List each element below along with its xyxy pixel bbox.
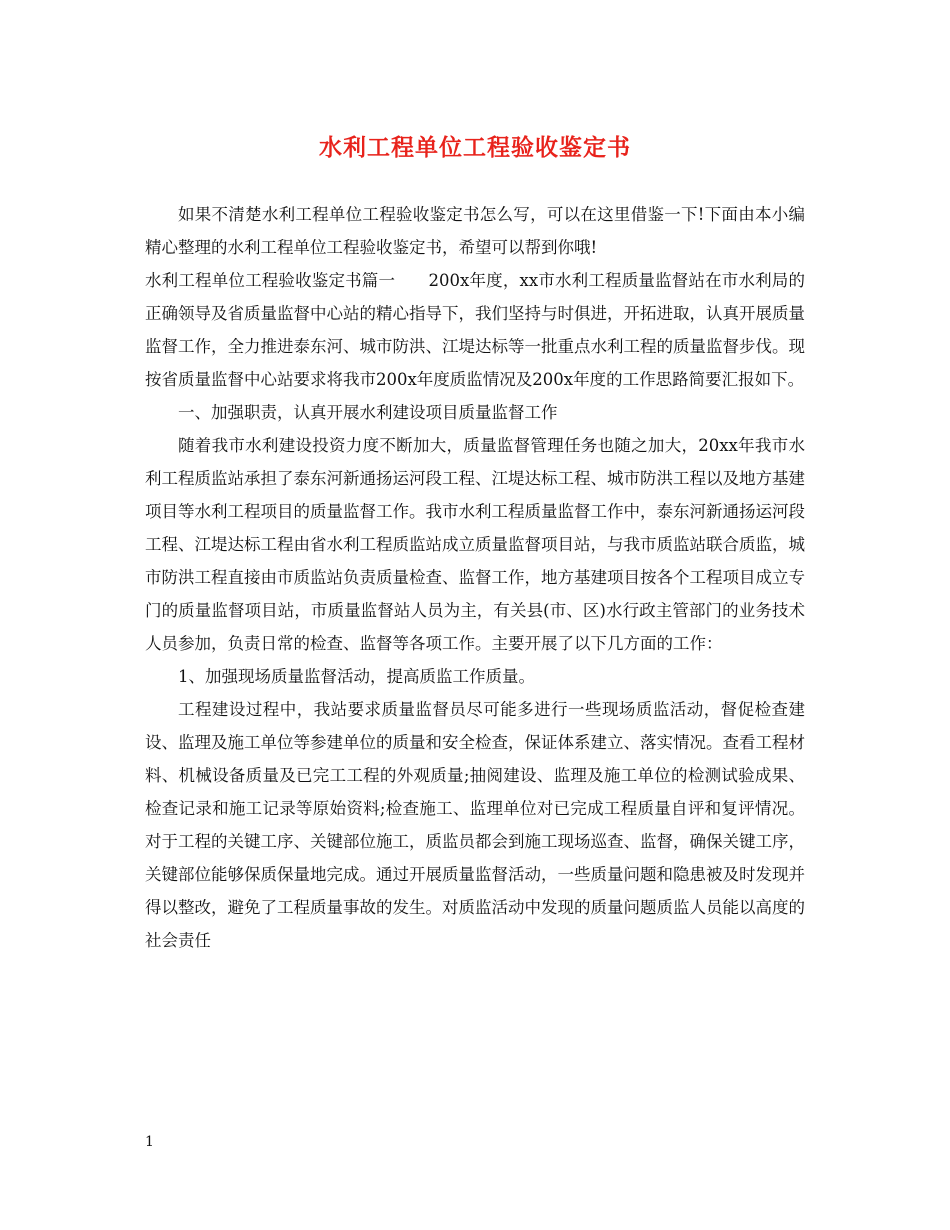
page-number: 1 (145, 1134, 154, 1150)
paragraph-heading-one: 一、加强职责，认真开展水利建设项目质量监督工作 (178, 403, 558, 422)
document-title: 水利工程单位工程验收鉴定书 (319, 134, 631, 161)
document-body (145, 198, 805, 957)
paragraph-subheading-one: 1、加强现场质量监督活动，提高质监工作质量。 (178, 667, 535, 686)
paragraph-supervision-work: 随着我市水利建设投资力度不断加大，质量监督管理任务也随之加大，20xx年我市水利工程质监站承担了泰东河新通扬运河段工程、江堤达标工程、城市防洪工程以及地方基建项目等水利工程项目的质量监督工作。我市水利工程质量监督工作中，泰东河新通扬运河段工程、江堤达标工程由省水利工程质监站成立质量监督项目站，与我市质监站联合质监，城市防洪工程直接由市质监站负责质量检查、监督工作，地方基建项目按各个工程项目成立专门的质量监督项目站，市质量监督站人员为主，有关县(市、区)水行政主管部门的业务技术人员参加，负责日常的检查、监督等各项工作。主要开展了以下几方面的工作： (145, 436, 805, 653)
paragraph-section-intro: 水利工程单位工程验收鉴定书篇一 200x年度，xx市水利工程质量监督站在市水利局的正确领导及省质量监督中心站的精心指导下，我们坚持与时俱进，开拓进取，认真开展质量监督工作，全力推进泰东河、城市防洪、江堤达标等一批重点水利工程的质量监督步伐。现按省质量监督中心站要求将我市200x年度质监情况及200x年度的工作思路简要汇报如下。 (145, 271, 805, 389)
paragraph-site-supervision: 工程建设过程中，我站要求质量监督员尽可能多进行一些现场质监活动，督促检查建设、监理及施工单位等参建单位的质量和安全检查，保证体系建立、落实情况。查看工程材料、机械设备质量及已完工工程的外观质量;抽阅建设、监理及施工单位的检测试验成果、检查记录和施工记录等原始资料;检查施工、监理单位对已完成工程质量自评和复评情况。对于工程的关键工序、关键部位施工，质监员都会到施工现场巡查、监督，确保关键工序，关键部位能够保质保量地完成。通过开展质量监督活动，一些质量问题和隐患被及时发现并得以整改，避免了工程质量事故的发生。对质监活动中发现的质量问题质监人员能以高度的社会责任 (145, 700, 805, 950)
paragraph-intro: 如果不清楚水利工程单位工程验收鉴定书怎么写，可以在这里借鉴一下!下面由本小编精心整理的水利工程单位工程验收鉴定书，希望可以帮到你哦! (145, 205, 805, 257)
